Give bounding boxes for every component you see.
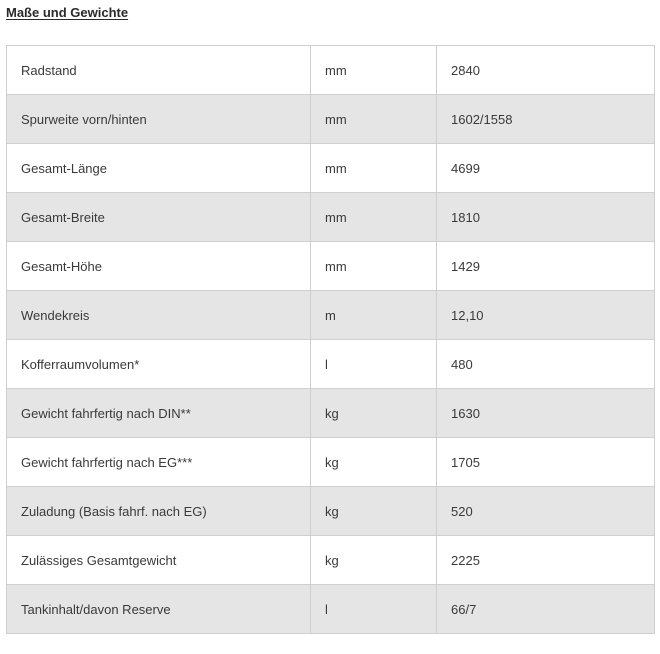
table-row xyxy=(7,193,655,242)
row-unit: l xyxy=(311,585,437,634)
row-unit: kg xyxy=(311,487,437,536)
table-row xyxy=(7,340,655,389)
row-unit: mm xyxy=(311,193,437,242)
row-value: 520 xyxy=(437,487,655,536)
row-value: 2225 xyxy=(437,536,655,585)
row-value: 12,10 xyxy=(437,291,655,340)
specs-table xyxy=(6,45,655,634)
row-unit: mm xyxy=(311,144,437,193)
row-unit: mm xyxy=(311,242,437,291)
row-label: Gesamt-Höhe xyxy=(7,242,311,291)
row-value: 4699 xyxy=(437,144,655,193)
row-value: 2840 xyxy=(437,46,655,95)
row-value: 1810 xyxy=(437,193,655,242)
row-label: Tankinhalt/davon Reserve xyxy=(7,585,311,634)
row-value: 66/7 xyxy=(437,585,655,634)
row-unit: mm xyxy=(311,95,437,144)
table-row xyxy=(7,389,655,438)
row-label: Gewicht fahrfertig nach DIN** xyxy=(7,389,311,438)
table-row xyxy=(7,46,655,95)
table-row xyxy=(7,585,655,634)
table-row xyxy=(7,291,655,340)
table-row xyxy=(7,242,655,291)
row-value: 1429 xyxy=(437,242,655,291)
row-label: Gesamt-Länge xyxy=(7,144,311,193)
row-label: Radstand xyxy=(7,46,311,95)
row-label: Gewicht fahrfertig nach EG*** xyxy=(7,438,311,487)
row-unit: kg xyxy=(311,389,437,438)
row-unit: l xyxy=(311,340,437,389)
row-value: 1630 xyxy=(437,389,655,438)
table-row xyxy=(7,487,655,536)
row-unit: mm xyxy=(311,46,437,95)
row-unit: kg xyxy=(311,536,437,585)
row-value: 1602/1558 xyxy=(437,95,655,144)
row-value: 1705 xyxy=(437,438,655,487)
row-label: Kofferraumvolumen* xyxy=(7,340,311,389)
section-heading: Maße und Gewichte xyxy=(6,5,129,20)
row-label: Spurweite vorn/hinten xyxy=(7,95,311,144)
row-label: Gesamt-Breite xyxy=(7,193,311,242)
table-row xyxy=(7,536,655,585)
table-row xyxy=(7,438,655,487)
row-unit: kg xyxy=(311,438,437,487)
table-row xyxy=(7,95,655,144)
row-unit: m xyxy=(311,291,437,340)
row-label: Zulässiges Gesamtgewicht xyxy=(7,536,311,585)
table-row xyxy=(7,144,655,193)
row-label: Wendekreis xyxy=(7,291,311,340)
row-value: 480 xyxy=(437,340,655,389)
row-label: Zuladung (Basis fahrf. nach EG) xyxy=(7,487,311,536)
